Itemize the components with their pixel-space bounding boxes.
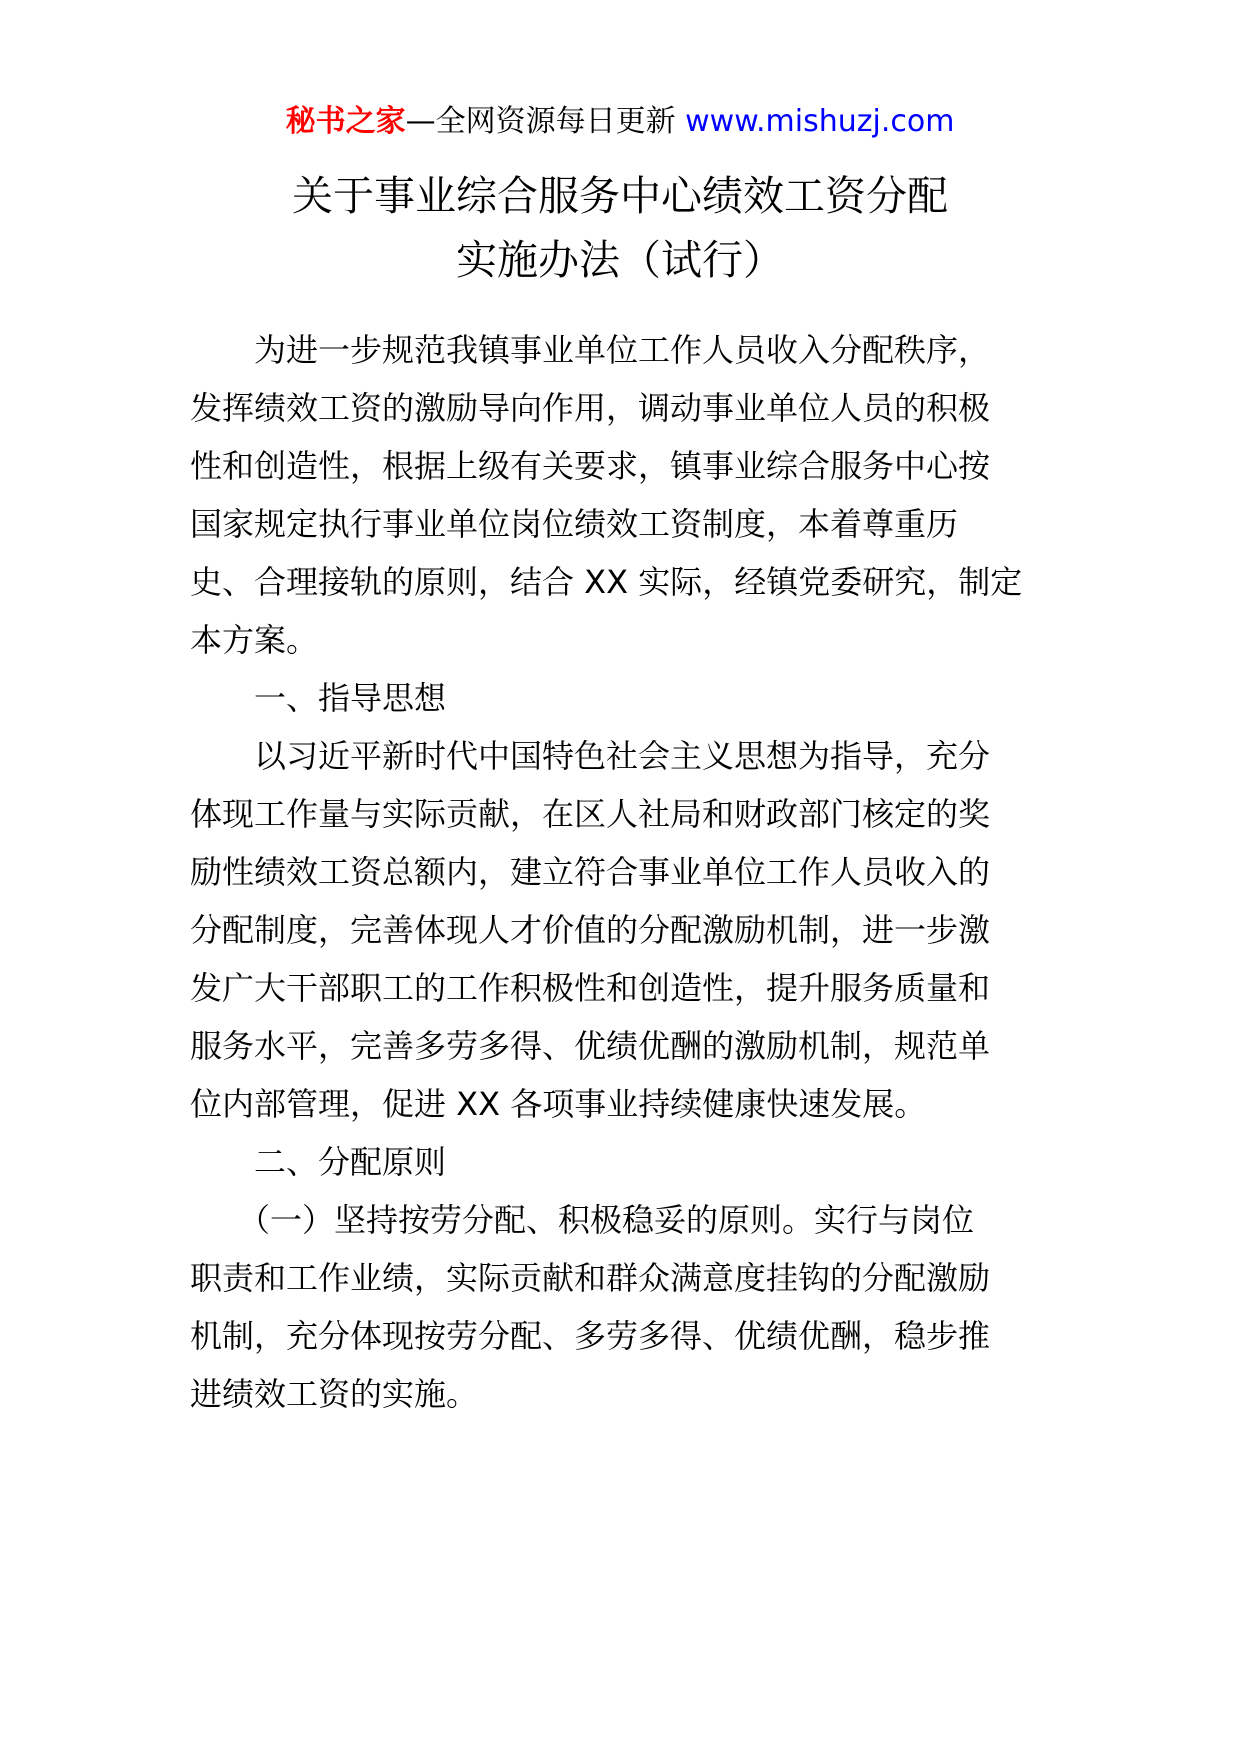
body-line: （一）坚持按劳分配、积极稳妥的原则。实行与岗位	[190, 1201, 975, 1239]
document-title-line-1: 关于事业综合服务中心绩效工资分配	[292, 172, 948, 220]
body-line: 职责和工作业绩，实际贡献和群众满意度挂钩的分配激励	[190, 1259, 991, 1297]
body-line: 史、合理接轨的原则，结合 XX 实际，经镇党委研究，制定	[190, 563, 1023, 601]
body-line: 分配制度，完善体现人才价值的分配激励机制，进一步激	[190, 911, 991, 949]
website-link[interactable]: www.mishuzj.com	[685, 104, 955, 139]
body-line: 以习近平新时代中国特色社会主义思想为指导，充分	[190, 737, 991, 775]
banner-tagline: —全网资源每日更新	[405, 104, 686, 139]
body-line: 励性绩效工资总额内，建立符合事业单位工作人员收入的	[190, 853, 991, 891]
body-line: 国家规定执行事业单位岗位绩效工资制度，本着尊重历	[190, 505, 959, 543]
header-banner	[0, 102, 1240, 142]
body-line: 体现工作量与实际贡献，在区人社局和财政部门核定的奖	[190, 795, 991, 833]
body-line: 性和创造性，根据上级有关要求，镇事业综合服务中心按	[190, 447, 991, 485]
document-title-line-2: 实施办法（试行）	[456, 236, 784, 284]
body-line: 机制，充分体现按劳分配、多劳多得、优绩优酬，稳步推	[190, 1317, 991, 1355]
section-heading: 二、分配原则	[190, 1143, 447, 1181]
body-line: 为进一步规范我镇事业单位工作人员收入分配秩序，	[190, 331, 991, 369]
body-line: 位内部管理，促进 XX 各项事业持续健康快速发展。	[190, 1085, 927, 1123]
brand-name: 秘书之家	[285, 104, 406, 139]
section-heading: 一、指导思想	[190, 679, 447, 717]
body-line: 发挥绩效工资的激励导向作用，调动事业单位人员的积极	[190, 389, 991, 427]
body-line: 服务水平，完善多劳多得、优绩优酬的激励机制，规范单	[190, 1027, 991, 1065]
body-line: 发广大干部职工的工作积极性和创造性，提升服务质量和	[190, 969, 991, 1007]
body-line: 本方案。	[190, 621, 319, 659]
body-line: 进绩效工资的实施。	[190, 1375, 479, 1413]
